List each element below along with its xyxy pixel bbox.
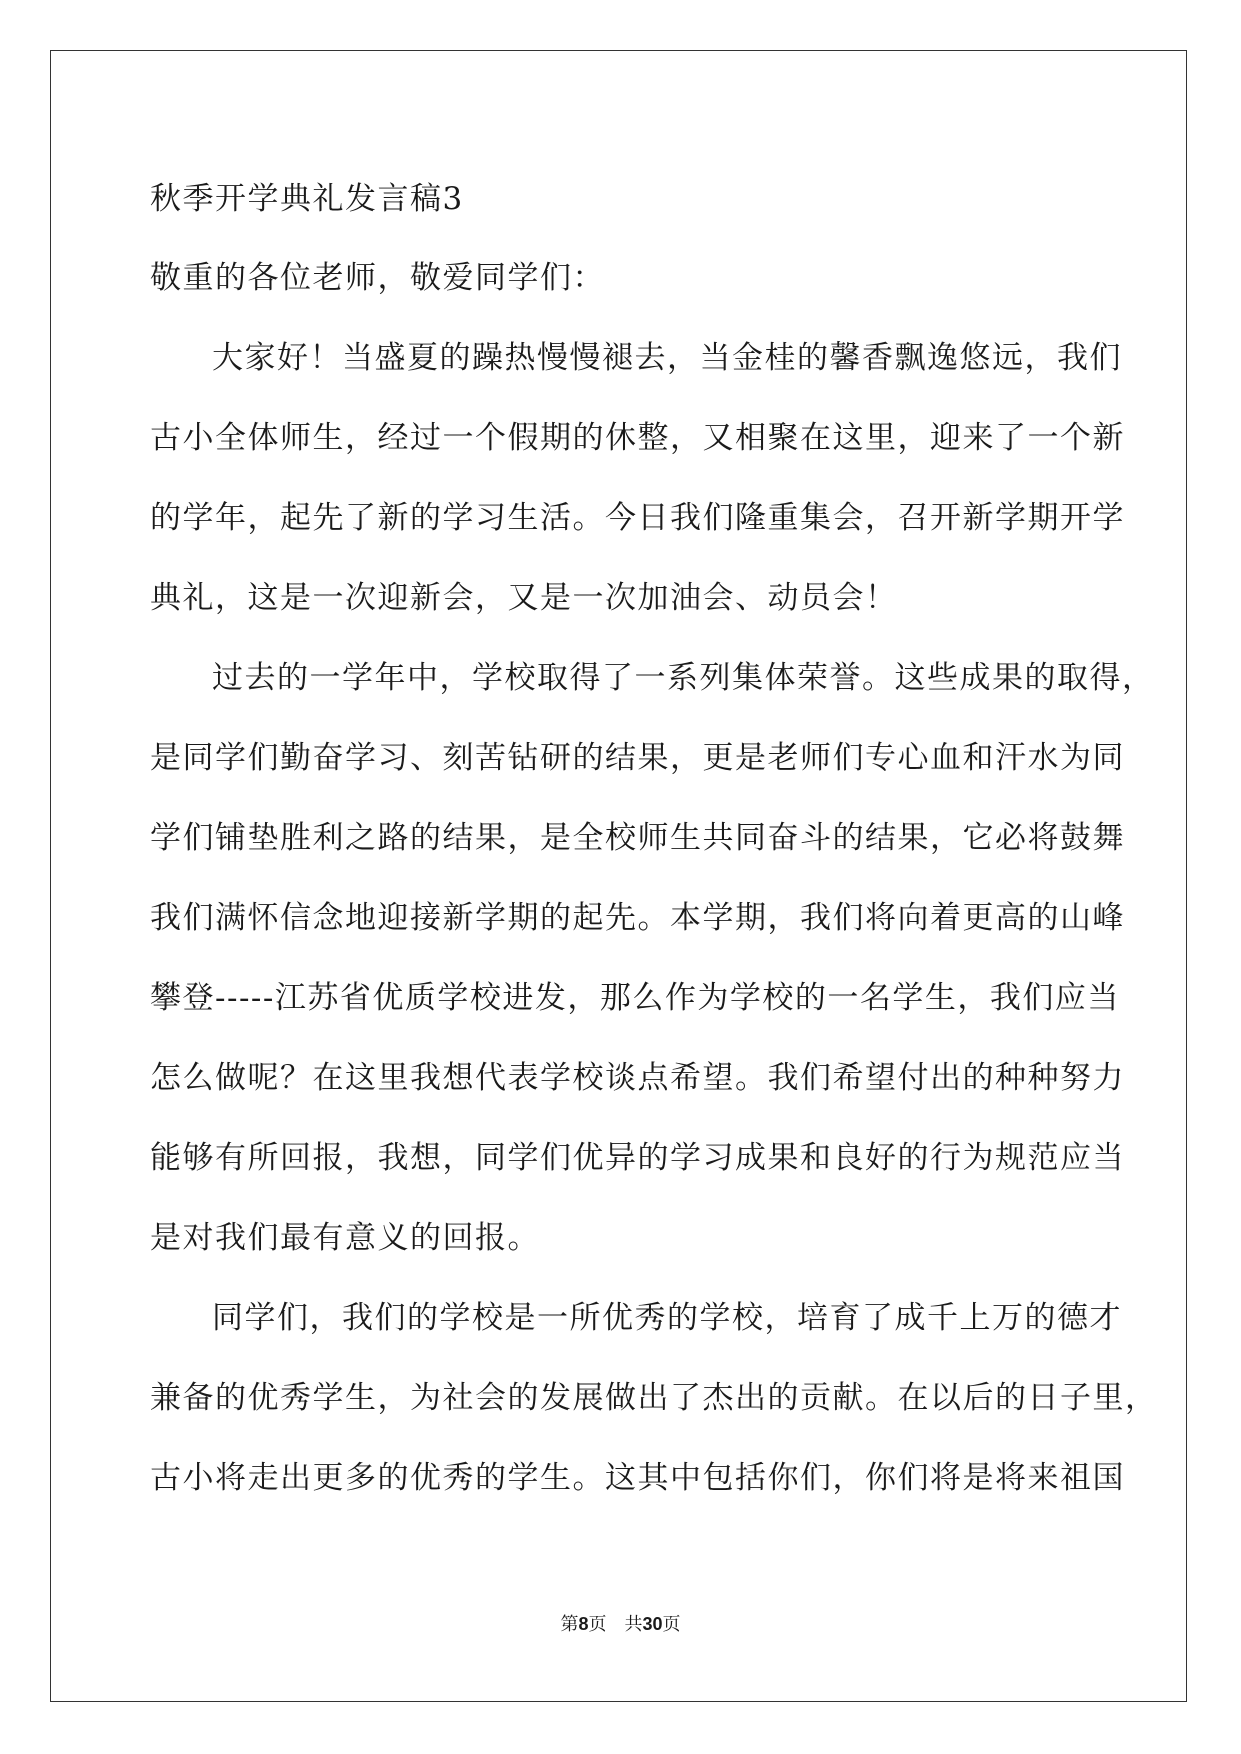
paragraph-line: 大家好！当盛夏的躁热慢慢褪去，当金桂的馨香飘逸悠远，我们 <box>212 340 1122 376</box>
total-pages: 30 <box>642 1614 663 1634</box>
paragraph-line: 是同学们勤奋学习、刻苦钻研的结果，更是老师们专心血和汗水为同 <box>150 740 1125 776</box>
paragraph-line: 同学们，我们的学校是一所优秀的学校，培育了成千上万的德才 <box>212 1300 1122 1336</box>
paragraph-line: 攀登-----江苏省优质学校进发，那么作为学校的一名学生，我们应当 <box>150 980 1120 1016</box>
page-prefix: 第 <box>560 1614 579 1635</box>
paragraph-line: 的学年，起先了新的学习生活。今日我们隆重集会，召开新学期开学 <box>150 500 1125 536</box>
page-suffix: 页 <box>588 1614 607 1635</box>
total-suffix: 页 <box>662 1614 681 1635</box>
paragraph-line: 兼备的优秀学生，为社会的发展做出了杰出的贡献。在以后的日子里， <box>150 1380 1158 1416</box>
paragraph-line: 典礼，这是一次迎新会，又是一次加油会、动员会！ <box>150 580 898 616</box>
paragraph-line: 古小将走出更多的优秀的学生。这其中包括你们，你们将是将来祖国 <box>150 1460 1125 1496</box>
page-number: 8 <box>578 1614 589 1634</box>
paragraph-line: 我们满怀信念地迎接新学期的起先。本学期，我们将向着更高的山峰 <box>150 900 1125 936</box>
greeting-line: 敬重的各位老师，敬爱同学们： <box>150 260 605 296</box>
total-prefix: 共 <box>624 1614 643 1635</box>
paragraph-line: 怎么做呢？在这里我想代表学校谈点希望。我们希望付出的种种努力 <box>150 1060 1125 1096</box>
paragraph-line: 学们铺垫胜利之路的结果，是全校师生共同奋斗的结果，它必将鼓舞 <box>150 820 1125 856</box>
document-title: 秋季开学典礼发言稿3 <box>150 181 464 217</box>
paragraph-line: 是对我们最有意义的回报。 <box>150 1220 540 1256</box>
paragraph-line: 能够有所回报，我想，同学们优异的学习成果和良好的行为规范应当 <box>150 1140 1125 1176</box>
paragraph-line: 古小全体师生，经过一个假期的休整，又相聚在这里，迎来了一个新 <box>150 420 1125 456</box>
page-footer <box>0 1610 1241 1636</box>
document-body <box>150 160 1158 1518</box>
paragraph-line: 过去的一学年中，学校取得了一系列集体荣誉。这些成果的取得， <box>212 660 1155 696</box>
